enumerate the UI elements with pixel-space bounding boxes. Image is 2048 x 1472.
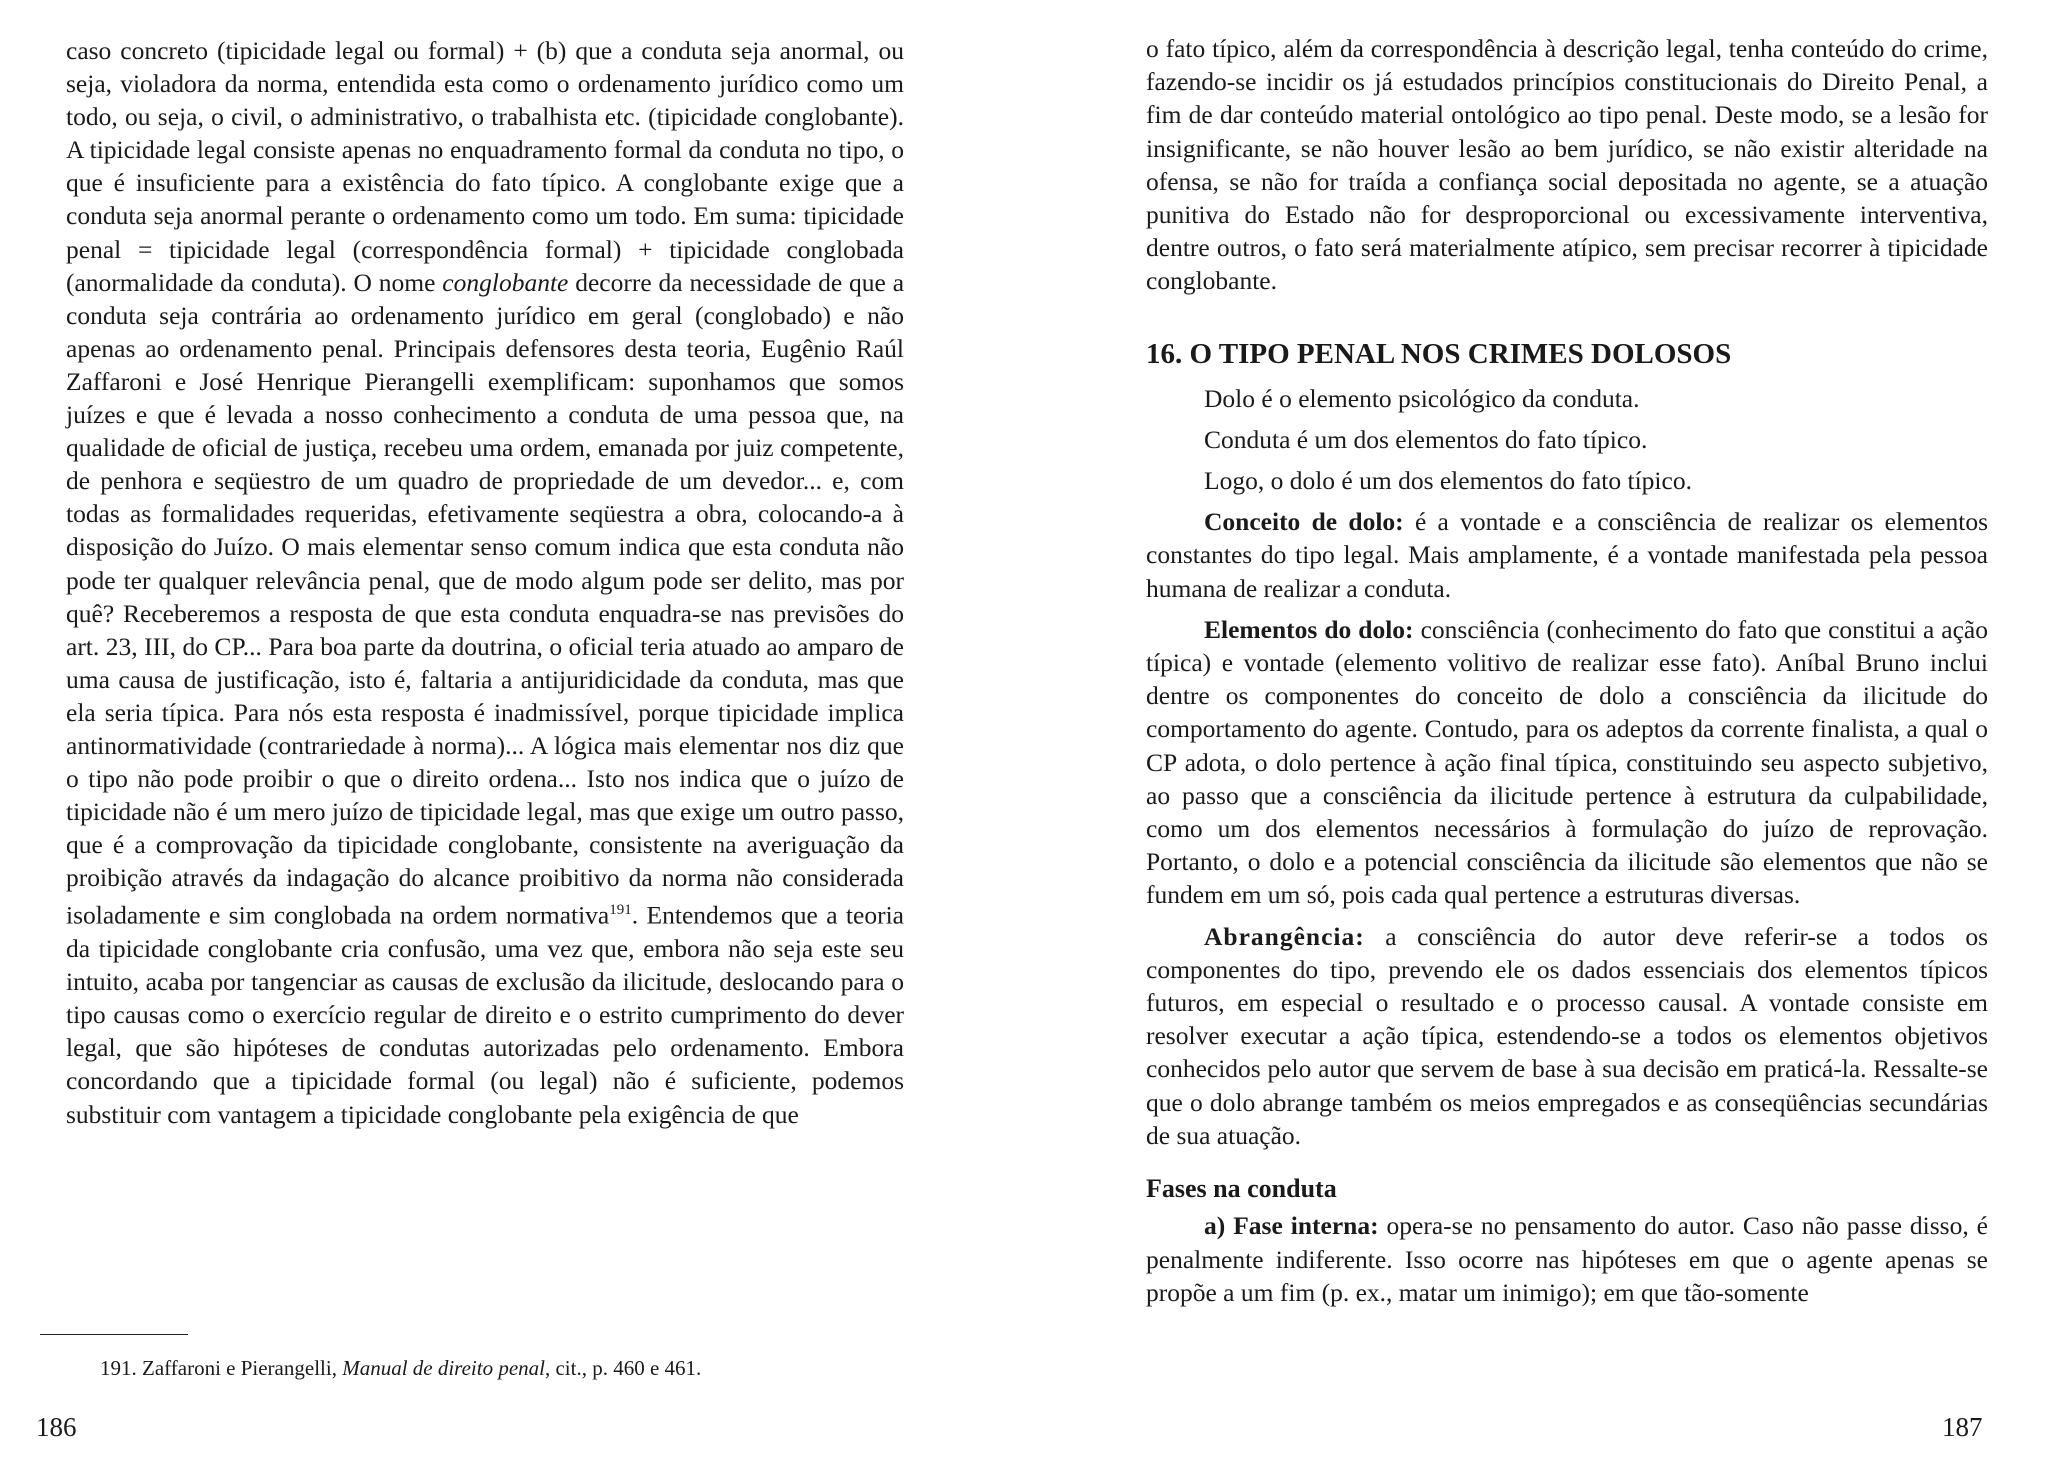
elementos-paragraph <box>1146 613 1988 912</box>
footnote-rest: , cit., p. 460 e 461. <box>544 1356 702 1380</box>
footnote-reference[interactable]: 191 <box>609 902 632 919</box>
left-page-body <box>66 34 904 1131</box>
abrangencia-term: Abrangência: <box>1204 921 1365 951</box>
elementos-term: Elementos do dolo: <box>1204 614 1414 644</box>
elementos-text: consciência (conhecimento do fato que constitui a ação típica) e vontade (elemento volitivo de realizar esse fato). Aníbal Bruno inclui dentre os componentes do conceito de dolo a consciência da ilicitude do comportamento do agente. Contudo, para os adeptos da corrente finalista, a qual o CP adota, o dolo pertence à ação final típica, constituindo seu aspecto subjetivo, ao passo que a consciência da ilicitude pertence à estrutura da culpabilidade, como um dos elementos necessários à formulação do juízo de reprovação. Portanto, o dolo e a potencial consciência da ilicitude são elementos que não se fundem em um só, pois cada qual pertence a estruturas diversas. <box>1146 614 1988 910</box>
footnote-title: Manual de direito penal <box>342 1356 545 1380</box>
fase-interna-text: opera-se no pensamento do autor. Caso não passe disso, é penalmente indiferente. Isso ocorre nas hipóteses em que o agente apenas se propõe a um fim (p. ex., matar um inimigo); em que tão-somente <box>1146 1211 1988 1307</box>
emphasis-conglobante: conglobante <box>442 267 569 297</box>
footnote-authors: . Zaffaroni e Pierangelli, <box>131 1356 343 1380</box>
left-body-text: caso concreto (tipicidade legal ou formal) + (b) que a conduta seja anormal, ou seja, violadora da norma, entendida esta como o ordenamento jurídico como um todo, ou seja, o civil, o administrativo, o trabalhista etc. (tipicidade conglobante). A tipicidade legal consiste apenas no enquadramento formal da conduta no tipo, o que é insuficiente para a existência do fato típico. A conglobante exige que a conduta seja anormal perante o ordenamento como um todo. Em suma: tipicidade penal = tipicidade legal (correspondência formal) + tipicidade conglobada (anormalidade da conduta). O nome <box>66 36 904 297</box>
right-intro-paragraph: o fato típico, além da correspondência à descrição legal, tenha conteúdo do crime, fazendo-se incidir os já estudados princípios constitucionais do Direito Penal, a fim de dar conteúdo material ontológico ao tipo penal. Deste modo, se a lesão for insignificante, se não houver lesão ao bem jurídico, se não existir alteridade na ofensa, se não for traída a confiança social depositada no agente, se a atuação punitiva do Estado não for desproporcional ou excessivamente interventiva, dentre outros, o fato será materialmente atípico, sem precisar recorrer à tipicidade conglobante. <box>1146 34 1988 296</box>
right-page-body <box>1146 32 1988 1309</box>
fase-interna-term: a) Fase interna: <box>1204 1211 1379 1241</box>
left-paragraph <box>66 34 904 1131</box>
footnote-divider <box>40 1334 188 1335</box>
syllogism-line-1: Dolo é o elemento psicológico da conduta. <box>1204 383 1640 413</box>
section-heading: 16. O TIPO PENAL NOS CRIMES DOLOSOS <box>1146 337 1732 370</box>
syllogism-line-2: Conduta é um dos elementos do fato típico. <box>1204 424 1648 454</box>
abrangencia-text: a consciência do autor deve referir-se a todos os componentes do tipo, prevendo ele os dados essenciais dos elementos típicos futuros, em especial o resultado e o processo causal. A vontade consiste em resolver executar a ação típica, estendendo-se a todos os elementos objetivos conhecidos pelo autor que servem de base à sua decisão em praticá-la. Ressalte-se que o dolo abrange também os meios empregados e as conseqüências secundárias de sua atuação. <box>1146 921 1988 1150</box>
left-body-text-tail: . Entendemos que a teoria da tipicidade conglobante cria confusão, uma vez que, embora não seja este seu intuito, acaba por tangenciar as causas de exclusão da ilicitude, deslocando para o tipo causas como o exercício regular de direito e o estrito cumprimento do dever legal, que são hipóteses de condutas autorizadas pelo ordenamento. Embora concordando que a tipicidade formal (ou legal) não é suficiente, podemos substituir com vantagem a tipicidade conglobante pela exigência de que <box>66 900 904 1129</box>
abrangencia-paragraph <box>1146 920 1988 1152</box>
syllogism-line-3: Logo, o dolo é um dos elementos do fato típico. <box>1204 466 1692 496</box>
footnote <box>100 1355 900 1381</box>
left-body-text-continued: decorre da necessidade de que a conduta seja contrária ao ordenamento jurídico em geral (conglobado) e não apenas ao ordenamento penal. Principais defensores desta teoria, Eugênio Raúl Zaffaroni e José Henrique Pierangelli exemplificam: suponhamos que somos juízes e que é levada a nosso conhecimento a conduta de uma pessoa que, na qualidade de oficial de justiça, recebeu uma ordem, emanada por juiz competente, de penhora e seqüestro de um quadro de propriedade de um devedor... e, com todas as formalidades requeridas, efetivamente seqüestra a obra, colocando-a à disposição do Juízo. O mais elementar senso comum indica que esta conduta não pode ter qualquer relevância penal, que de modo algum pode ser delito, mas por quê? Receberemos a resposta de que esta conduta enquadra-se nas previsões do art. 23, III, do CP... Para boa parte da doutrina, o oficial teria atuado ao amparo de uma causa de justificação, isto é, faltaria a antijuridicidade da conduta, mas que ela seria típica. Para nós esta resposta é inadmissível, porque tipicidade implica antinormatividade (contrariedade à norma)... A lógica mais elementar nos diz que o tipo não pode proibir o que o direito ordena... Isto nos indica que o juízo de tipicidade não é um mero juízo de tipicidade legal, mas que exige um outro passo, que é a comprovação da tipicidade conglobante, consistente na averiguação da proibição através da indagação do alcance proibitivo da norma não considerada isoladamente e sim conglobada na ordem normativa <box>66 267 905 930</box>
page-number-right: 187 <box>1942 1412 1983 1442</box>
conceito-text: é a vontade e a consciência de realizar os elementos constantes do tipo legal. Mais amplamente, é a vontade manifestada pela pessoa humana de realizar a conduta. <box>1146 507 1988 603</box>
fase-interna-paragraph <box>1146 1209 1988 1309</box>
conceito-term: Conceito de dolo: <box>1204 507 1404 537</box>
conceito-paragraph <box>1146 505 1988 605</box>
footnote-number: 191 <box>100 1356 132 1380</box>
sub-heading-fases: Fases na conduta <box>1146 1174 1337 1204</box>
page-number-left: 186 <box>36 1412 77 1442</box>
